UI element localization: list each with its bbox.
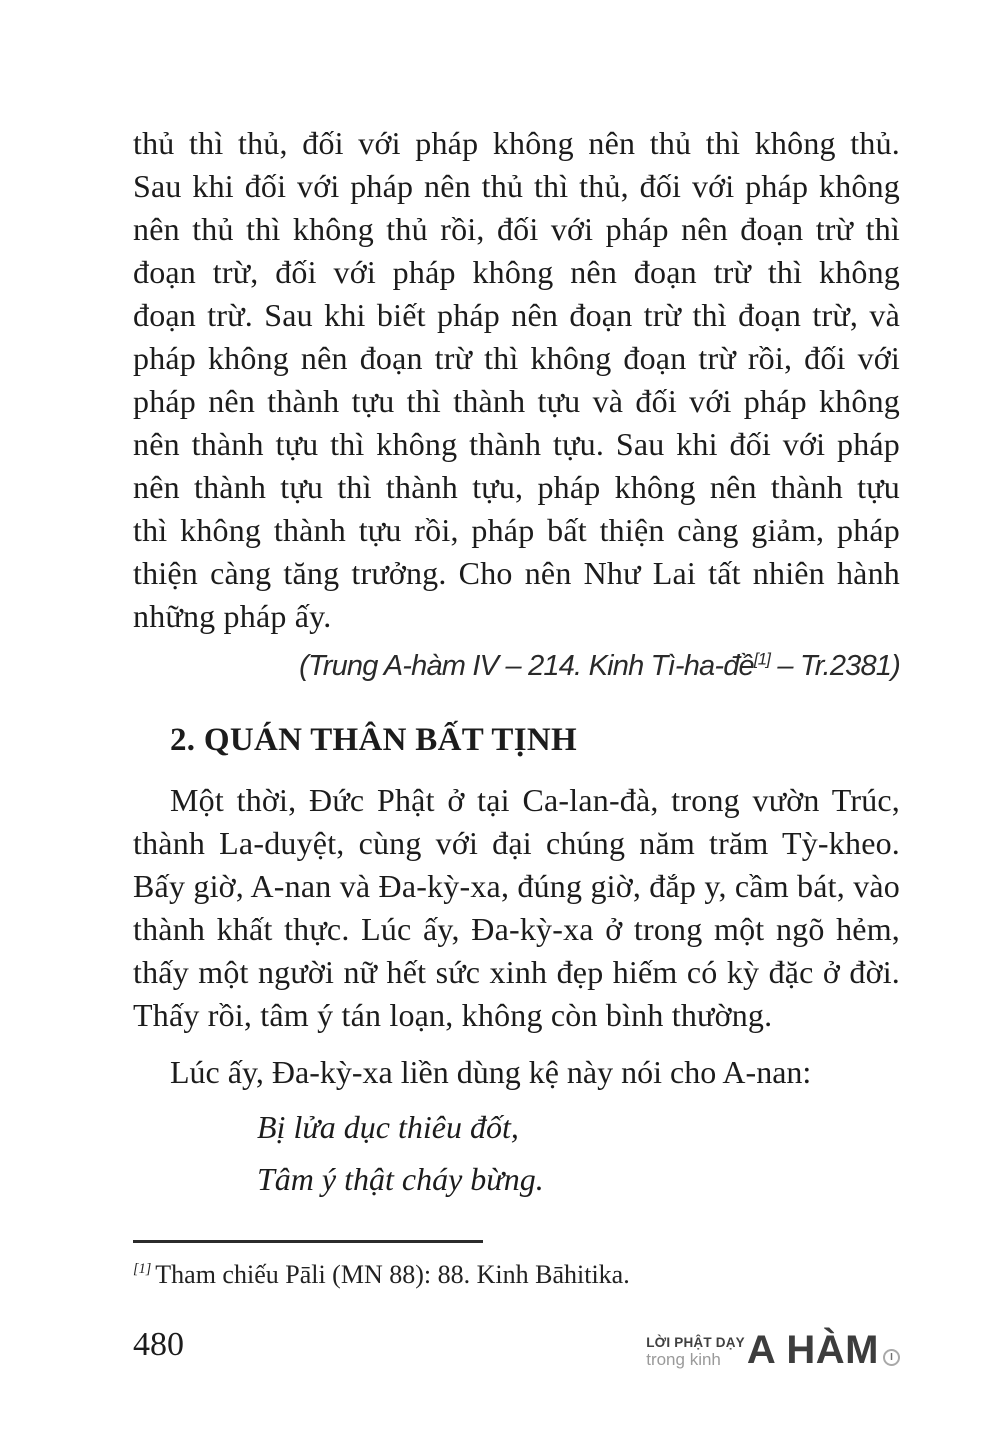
source-citation: [133, 650, 900, 683]
text-line: thủ thì thủ, đối với pháp không nên thủ thì không thủ.: [133, 125, 900, 161]
logo-tagline-bottom: trong kinh: [646, 1350, 721, 1369]
footnote-divider: [133, 1240, 483, 1243]
verse-line: Bị lửa dục thiêu đốt,: [257, 1109, 519, 1145]
paragraph-continued: [133, 122, 900, 638]
text-line: thấy một người nữ hết sức xinh đẹp hiếm có kỳ đặc ở đời.: [133, 954, 900, 990]
verse-intro-paragraph: Lúc ấy, Đa-kỳ-xa liền dùng kệ này nói cho A-nan:: [170, 1054, 812, 1090]
footnote-reference-marker: [1]: [753, 649, 771, 669]
text-line: nên thủ thì không thủ rồi, đối với pháp nên đoạn trừ thì: [133, 211, 900, 247]
text-line: Sau khi đối với pháp nên thủ thì thủ, đối với pháp không: [133, 168, 900, 204]
page-number: 480: [133, 1326, 184, 1363]
section-heading: 2. QUÁN THÂN BẤT TỊNH: [170, 722, 577, 758]
text-line: Một thời, Đức Phật ở tại Ca-lan-đà, trong vườn Trúc,: [170, 782, 900, 818]
text-line: thì không thành tựu rồi, pháp bất thiện càng giảm, pháp: [133, 512, 900, 548]
text-line: nên thành tựu thì không thành tựu. Sau khi đối với pháp: [133, 426, 900, 462]
text-line: những pháp ấy.: [133, 598, 332, 634]
verse-line: Tâm ý thật cháy bừng.: [257, 1161, 544, 1197]
citation-page-ref: – Tr.2381): [770, 650, 900, 682]
text-line: nên thành tựu thì thành tựu, pháp không nên thành tựu: [133, 469, 900, 505]
text-line: đoạn trừ. Sau khi biết pháp nên đoạn trừ thì đoạn trừ, và: [133, 297, 900, 333]
footnote-number: [1]: [133, 1261, 152, 1278]
volume-badge-icon: I: [883, 1349, 900, 1366]
citation-text: (Trung A-hàm IV – 214. Kinh Tì-ha-đề: [299, 650, 754, 682]
logo-title: A HÀM: [746, 1328, 879, 1372]
logo-tagline: [646, 1336, 745, 1371]
text-line: thành khất thực. Lúc ấy, Đa-kỳ-xa ở trong một ngõ hẻm,: [133, 911, 900, 947]
text-line: Bấy giờ, A-nan và Đa-kỳ-xa, đúng giờ, đắp y, cầm bát, vào: [133, 868, 900, 904]
text-line: pháp nên thành tựu thì thành tựu và đối với pháp không: [133, 383, 900, 419]
text-line: pháp không nên đoạn trừ thì không đoạn trừ rồi, đối với: [133, 340, 900, 376]
footnote-text: Tham chiếu Pāli (MN 88): 88. Kinh Bāhitika.: [155, 1260, 630, 1289]
text-line: đoạn trừ, đối với pháp không nên đoạn trừ thì không: [133, 254, 900, 290]
text-line: thiện càng tăng trưởng. Cho nên Như Lai tất nhiên hành: [133, 555, 900, 591]
footnote: [133, 1258, 900, 1292]
book-series-logo: [646, 1330, 900, 1370]
text-line: Thấy rồi, tâm ý tán loạn, không còn bình thường.: [133, 997, 773, 1033]
section-paragraph: [133, 779, 900, 1037]
logo-tagline-top: LỜI PHẬT DẠY: [646, 1334, 745, 1350]
verse-stanza: [257, 1101, 757, 1205]
text-line: thành La-duyệt, cùng với đại chúng năm trăm Tỳ-kheo.: [133, 825, 900, 861]
